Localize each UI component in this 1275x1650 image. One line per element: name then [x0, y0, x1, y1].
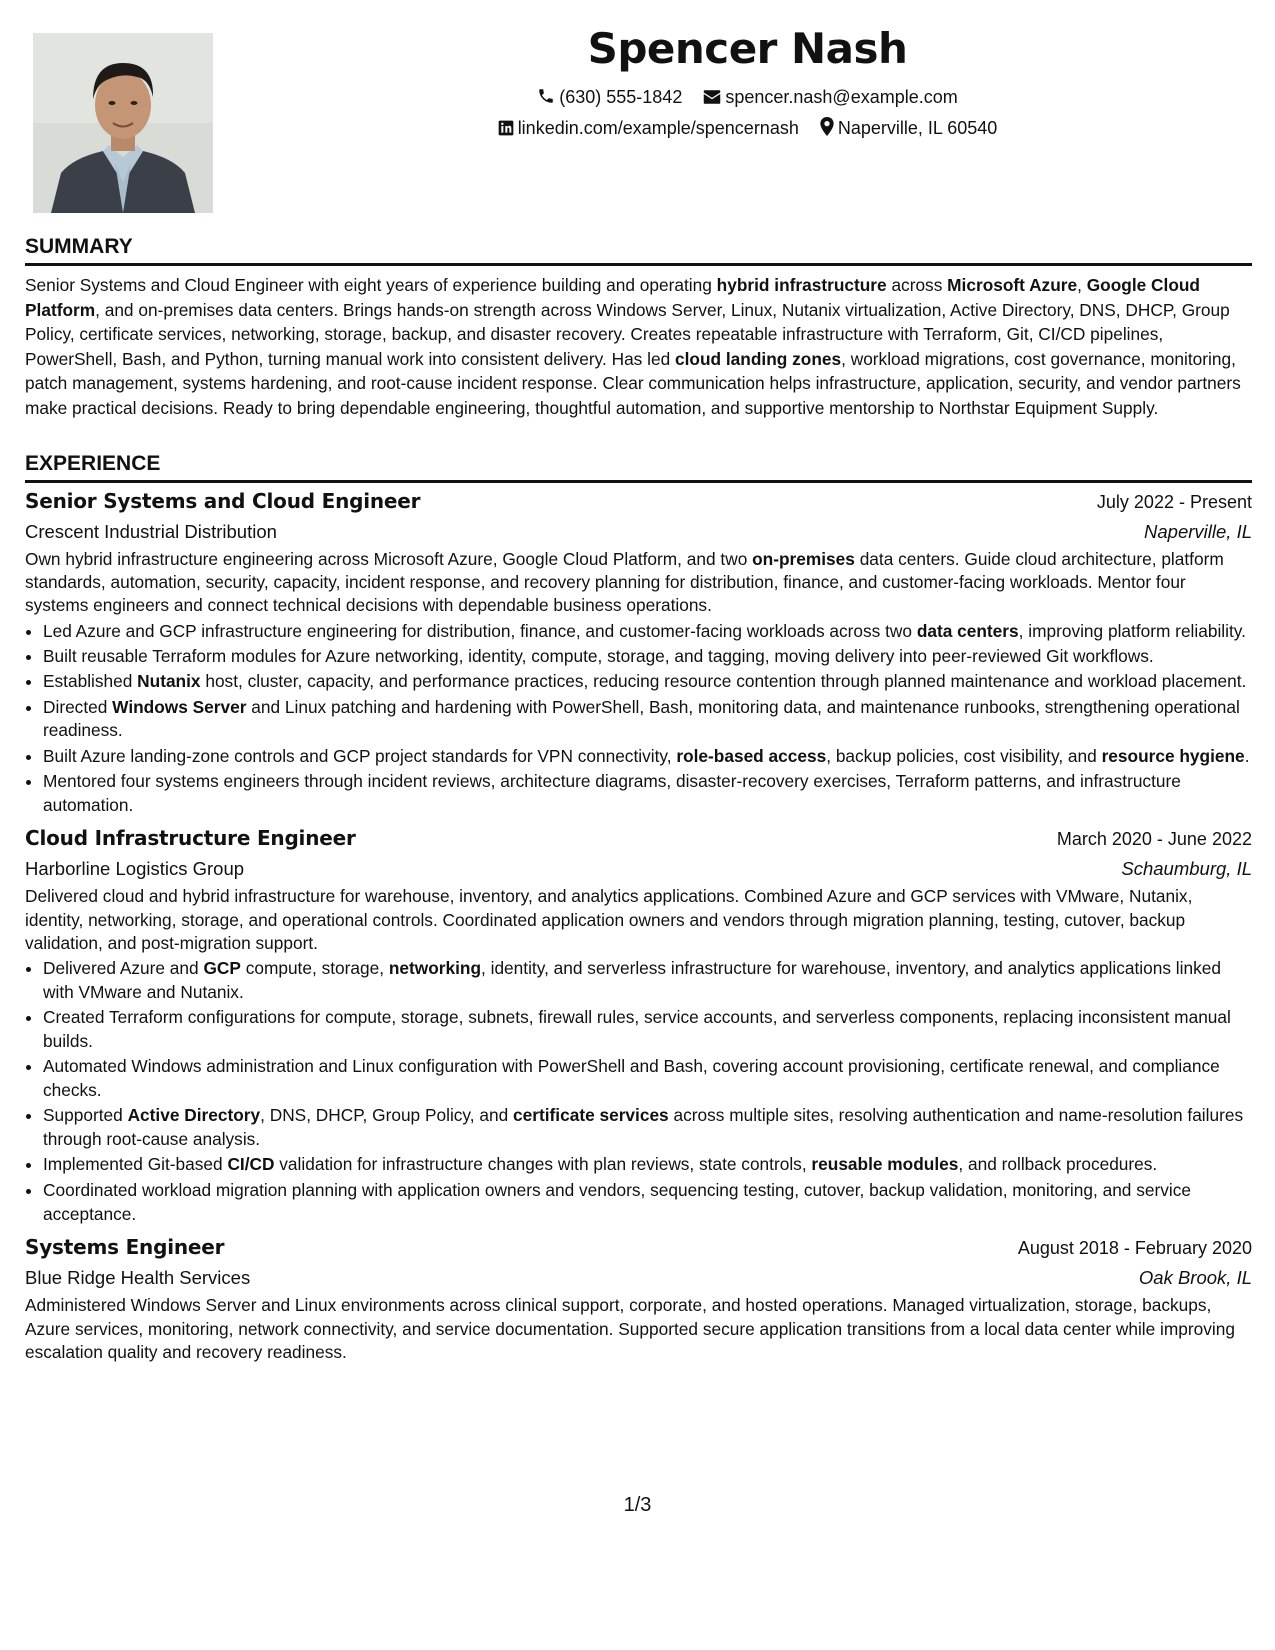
location-text: Naperville, IL 60540 — [837, 118, 998, 138]
job-entry — [25, 1232, 1252, 1364]
contact-email[interactable] — [703, 86, 957, 108]
bullet-item: • Created Terraform configurations for compute, storage, subnets, firewall rules, service accounts, and serverless components, replacing inconsistent manual builds. — [43, 1006, 1252, 1054]
job-description: Administered Windows Server and Linux environments across clinical support, corporate, and hosted operations. Managed virtualization, storage, backups, Azure services, monitoring, network connectivity, and service documentation. Supported secure application transitions from a local data center while improving escalation quality and recovery readiness. — [25, 1295, 1235, 1362]
job-description: Own hybrid infrastructure engineering across Microsoft Azure, Google Cloud Platform, and two on-premises data centers. Guide cloud architecture, platform standards, automation, security, capacity, incident response, and recovery planning for distribution, finance, and customer-facing workloads. Mentor four systems engineers and connect technical decisions with dependable business operations. — [25, 549, 1224, 616]
job-company: Blue Ridge Health Services — [25, 1267, 251, 1289]
bold-text: Nutanix — [137, 671, 201, 692]
summary-section — [25, 234, 1252, 420]
job-title: Cloud Infrastructure Engineer — [25, 826, 356, 851]
bold-text: CI/CD — [227, 1154, 275, 1175]
bold-text: role-based access — [676, 745, 827, 766]
bold-text: on-premises — [752, 549, 855, 569]
job-bullets — [25, 957, 1252, 1226]
email-text[interactable]: spencer.nash@example.com — [725, 87, 958, 107]
phone-icon — [537, 87, 555, 105]
job-bullets — [25, 620, 1252, 818]
bullet-item: • Established Nutanix host, cluster, capacity, and performance practices, reducing resource contention through planned maintenance and workload placement. — [43, 670, 1252, 694]
job-location: Schaumburg, IL — [1121, 858, 1252, 880]
bullet-item: • Built reusable Terraform modules for Azure networking, identity, compute, storage, and tagging, moving delivery into peer-reviewed Git workflows. — [43, 645, 1252, 669]
job-subheader — [25, 1263, 1252, 1293]
bullet-item: • Delivered Azure and GCP compute, storage, networking, identity, and serverless infrastructure for warehouse, inventory, and analytics applications linked with VMware and Nutanix. — [43, 957, 1252, 1005]
bold-text: Microsoft Azure — [947, 275, 1078, 295]
candidate-name: Spencer Nash — [587, 24, 908, 73]
job-company: Crescent Industrial Distribution — [25, 521, 277, 542]
profile-photo — [33, 33, 213, 213]
bold-text: certificate services — [513, 1105, 669, 1126]
bullet-item: • Supported Active Directory, DNS, DHCP, Group Policy, and certificate services across multiple sites, resolving authentication and name-resolution failures through root-cause analysis. — [43, 1104, 1252, 1152]
summary-heading: SUMMARY — [25, 234, 1252, 266]
job-dates: August 2018 - February 2020 — [1017, 1238, 1252, 1259]
bullet-item: • Implemented Git-based CI/CD validation for infrastructure changes with plan reviews, state controls, reusable modules, and rollback procedures. — [43, 1153, 1252, 1177]
contact-linkedin[interactable] — [498, 117, 799, 139]
contact-line-2 — [220, 117, 1275, 139]
experience-section — [25, 451, 1252, 1364]
bold-text: resource hygiene — [1101, 745, 1245, 766]
envelope-icon — [703, 89, 721, 105]
job-header — [25, 823, 1252, 854]
job-header — [25, 486, 1252, 517]
bullet-item: • Built Azure landing-zone controls and GCP project standards for VPN connectivity, role-based access, backup policies, cost visibility, and resource hygiene. — [43, 745, 1252, 769]
page-number: 1/3 — [623, 1494, 652, 1516]
bold-text: Google Cloud Platform — [25, 275, 1200, 320]
job-subheader — [25, 517, 1252, 547]
phone-text: (630) 555-1842 — [559, 87, 683, 107]
job-subheader — [25, 854, 1252, 884]
summary-text: Senior Systems and Cloud Engineer with eight years of experience building and operating hybrid infrastructure across Microsoft Azure, Google Cloud Platform, and on-premises data centers. Brings hands-on strength across Windows Server, Linux, Nutanix virtualization, Active Directory, DNS, DHCP, Group Policy, certificate services, networking, storage, backup, and disaster recovery. Creates repeatable infrastructure with Terraform, Git, CI/CD pipelines, PowerShell, Bash, and Python, turning manual work into consistent delivery. Has led cloud landing zones, workload migrations, cost governance, monitoring, patch management, systems hardening, and root-cause incident response. Clear communication helps infrastructure, application, security, and vendor partners make practical decisions. Ready to bring dependable engineering, thoughtful automation, and supportive mentorship to Northstar Equipment Supply. — [25, 275, 1241, 418]
job-entry — [25, 823, 1252, 1226]
linkedin-icon — [498, 120, 514, 136]
bold-text: networking — [388, 958, 481, 979]
contact-phone — [537, 86, 682, 108]
job-title: Senior Systems and Cloud Engineer — [25, 489, 421, 513]
bullet-item: • Mentored four systems engineers through incident reviews, architecture diagrams, disaster-recovery exercises, Terraform patterns, and infrastructure automation. — [43, 770, 1252, 818]
bullet-item: • Automated Windows administration and Linux configuration with PowerShell and Bash, covering account provisioning, certificate renewal, and compliance checks. — [43, 1055, 1252, 1103]
bullet-item: • Directed Windows Server and Linux patching and hardening with PowerShell, Bash, monitoring data, and maintenance runbooks, strengthening operational readiness. — [43, 696, 1252, 744]
bold-text: GCP — [203, 958, 241, 979]
resume-header — [220, 22, 1275, 139]
job-dates: July 2022 - Present — [1096, 492, 1252, 512]
bold-text: data centers — [916, 620, 1019, 641]
bold-text: Windows Server — [112, 696, 247, 717]
job-company: Harborline Logistics Group — [25, 858, 245, 880]
bullet-item: • Led Azure and GCP infrastructure engineering for distribution, finance, and customer-facing workloads across two data centers, improving platform reliability. — [43, 620, 1252, 644]
contact-location — [820, 117, 997, 139]
job-location: Naperville, IL — [1144, 521, 1252, 542]
job-location: Oak Brook, IL — [1138, 1267, 1252, 1289]
job-header — [25, 1232, 1252, 1263]
job-entry — [25, 486, 1252, 817]
linkedin-text[interactable]: linkedin.com/example/spencernash — [517, 118, 799, 138]
bold-text: reusable modules — [811, 1154, 959, 1175]
job-title: Systems Engineer — [25, 1235, 225, 1260]
bold-text: hybrid infrastructure — [716, 275, 887, 295]
bold-text: cloud landing zones — [675, 348, 842, 369]
map-pin-icon — [820, 117, 834, 136]
contact-line-1 — [220, 86, 1275, 108]
job-description: Delivered cloud and hybrid infrastructure for warehouse, inventory, and analytics applications. Combined Azure and GCP services with VMware, Nutanix, identity, networking, storage, and operational controls. Coordinated application owners and vendors through migration planning, testing, cutover, backup validation, and post-migration support. — [25, 886, 1193, 953]
experience-heading: EXPERIENCE — [25, 451, 1252, 483]
profile-photo-image — [33, 33, 213, 213]
bold-text: Active Directory — [127, 1105, 261, 1126]
bullet-item: • Coordinated workload migration planning with application owners and vendors, sequencing testing, cutover, backup validation, monitoring, and service acceptance. — [43, 1179, 1252, 1227]
job-dates: March 2020 - June 2022 — [1056, 829, 1252, 850]
